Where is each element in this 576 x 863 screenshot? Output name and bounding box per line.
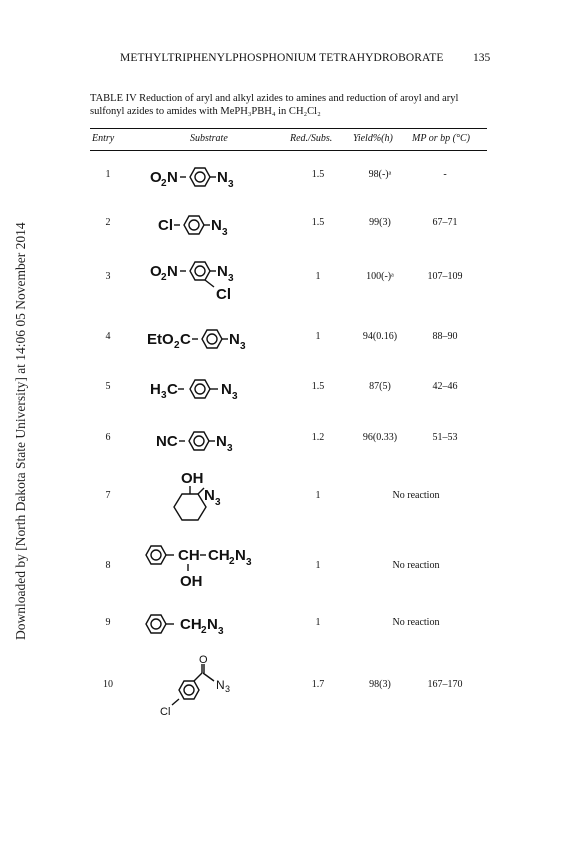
svg-text:N: N (217, 263, 228, 280)
structure-5-methylphenyl-azide (150, 372, 270, 402)
row-10-entry: 10 (103, 679, 113, 690)
row-4-mp: 88–90 (432, 331, 458, 342)
structure-8-phenyl-azidoethanol (142, 538, 292, 590)
svg-text:2: 2 (229, 556, 235, 567)
row-9-entry: 9 (105, 617, 111, 628)
row-7-ratio: 1 (315, 490, 321, 501)
svg-text:O: O (150, 169, 162, 186)
row-3-mp: 107–109 (427, 271, 463, 282)
svg-text:3: 3 (222, 227, 228, 238)
row-1-yield: 98(-)ᵃ (368, 169, 392, 180)
svg-text:C: C (180, 331, 191, 348)
svg-text:2: 2 (201, 625, 207, 636)
svg-text:3: 3 (215, 497, 221, 508)
row-3-ratio: 1 (315, 271, 321, 282)
svg-text:3: 3 (225, 684, 231, 694)
page-number: 135 (473, 52, 491, 64)
row-1-ratio: 1.5 (311, 169, 325, 180)
row-10-ratio: 1.7 (311, 679, 325, 690)
svg-text:CH: CH (180, 616, 202, 633)
svg-text:N: N (211, 217, 222, 234)
svg-text:3: 3 (161, 390, 167, 401)
svg-text:N: N (167, 169, 178, 186)
svg-text:O: O (150, 263, 162, 280)
structure-9-benzyl-azide (142, 607, 272, 637)
row-4-ratio: 1 (315, 331, 321, 342)
svg-text:N: N (217, 169, 228, 186)
svg-text:2: 2 (161, 272, 167, 283)
row-8-result: No reaction (392, 560, 440, 571)
col-header-mp: MP or bp (°C) (412, 133, 470, 144)
svg-text:3: 3 (228, 179, 234, 190)
structure-3-chloronitrophenyl-azide (150, 254, 270, 304)
svg-text:OH: OH (181, 470, 204, 487)
download-note: Downloaded by [North Dakota State University] at 14:06 05 November 2014 (13, 222, 28, 640)
svg-text:CH: CH (208, 547, 230, 564)
table-caption: TABLE IV Reduction of aryl and alkyl azides to amines and reduction of aroyl and aryl sulfonyl azides to amides with MePH₃PBH₄ in CH₂Cl₂ (90, 93, 459, 117)
svg-text:3: 3 (227, 443, 233, 454)
row-4-entry: 4 (105, 331, 111, 342)
row-2-mp: 67–71 (432, 217, 458, 228)
structure-4-ethoxycarbonylphenyl-azide (147, 322, 277, 352)
col-header-ratio: Red./Subs. (290, 133, 333, 144)
svg-text:N: N (204, 487, 215, 504)
svg-text:N: N (216, 433, 227, 450)
row-4-yield: 94(0.16) (362, 331, 398, 342)
svg-text:NC: NC (156, 433, 178, 450)
row-6-ratio: 1.2 (311, 432, 325, 443)
download-watermark (0, 0, 28, 863)
row-1-mp: - (443, 169, 447, 180)
row-7-entry: 7 (105, 490, 111, 501)
row-6-entry: 6 (105, 432, 111, 443)
svg-text:N: N (221, 381, 232, 398)
svg-text:EtO: EtO (147, 331, 174, 348)
row-10-yield: 98(3) (369, 679, 391, 690)
svg-text:3: 3 (232, 391, 238, 402)
svg-text:Cl: Cl (216, 286, 231, 303)
row-2-entry: 2 (105, 217, 111, 228)
row-2-ratio: 1.5 (311, 217, 325, 228)
svg-text:3: 3 (246, 557, 252, 568)
running-header: METHYLTRIPHENYLPHOSPHONIUM TETRAHYDROBORATE (120, 52, 444, 64)
svg-text:N: N (207, 616, 218, 633)
structure-7-azidocyclohexanol (168, 470, 258, 530)
col-header-yield: Yield%(h) (353, 133, 393, 144)
svg-text:H: H (150, 381, 161, 398)
svg-text:N: N (229, 331, 240, 348)
row-8-entry: 8 (105, 560, 111, 571)
structure-2-chlorophenyl-azide (158, 208, 268, 238)
row-6-mp: 51–53 (432, 432, 458, 443)
row-9-ratio: 1 (315, 617, 321, 628)
col-header-entry: Entry (92, 133, 115, 144)
svg-text:CH: CH (178, 547, 200, 564)
row-5-entry: 5 (105, 381, 111, 392)
svg-text:3: 3 (218, 626, 224, 637)
svg-text:N: N (216, 678, 225, 692)
svg-text:3: 3 (240, 341, 246, 352)
svg-text:O: O (199, 654, 208, 666)
svg-text:Cl: Cl (158, 217, 173, 234)
row-5-ratio: 1.5 (311, 381, 325, 392)
row-7-result: No reaction (392, 490, 440, 501)
svg-text:N: N (235, 547, 246, 564)
structure-10-chlorobenzoyl-azide (158, 655, 258, 720)
row-10-mp: 167–170 (427, 679, 463, 690)
row-6-yield: 96(0.33) (362, 432, 398, 443)
row-5-yield: 87(5) (369, 381, 391, 392)
svg-text:N: N (167, 263, 178, 280)
row-9-result: No reaction (392, 617, 440, 628)
svg-text:Cl: Cl (160, 706, 171, 718)
svg-text:3: 3 (228, 273, 234, 284)
structure-1-nitrophenyl-azide (150, 160, 270, 190)
row-3-yield: 100(-)ᵃ (366, 271, 394, 282)
svg-text:2: 2 (161, 178, 167, 189)
svg-text:C: C (167, 381, 178, 398)
row-1-entry: 1 (105, 169, 111, 180)
row-3-entry: 3 (105, 271, 111, 282)
row-8-ratio: 1 (315, 560, 321, 571)
table-top-rule (90, 128, 487, 129)
svg-text:OH: OH (180, 573, 203, 590)
row-5-mp: 42–46 (432, 381, 458, 392)
svg-text:2: 2 (174, 340, 180, 351)
col-header-substrate: Substrate (190, 133, 228, 144)
table-header-rule (90, 150, 487, 151)
row-2-yield: 99(3) (369, 217, 391, 228)
structure-6-cyanophenyl-azide (156, 424, 266, 454)
